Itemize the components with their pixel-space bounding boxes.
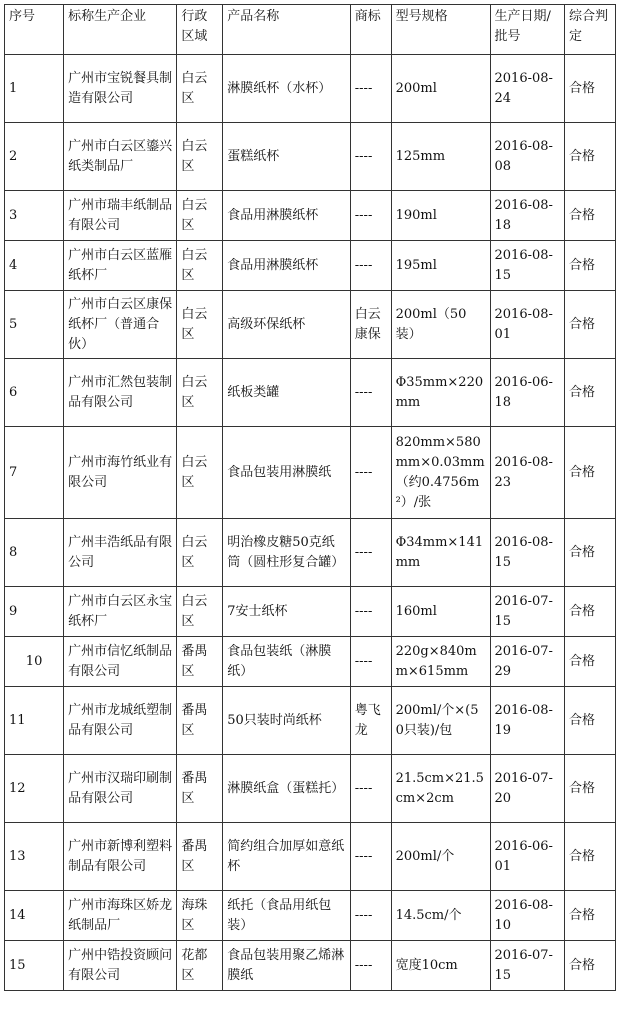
table-row (5, 823, 616, 891)
region-cell: 白云区 (177, 519, 223, 587)
table-row (5, 123, 616, 191)
header-cell: 序号 (5, 5, 64, 55)
table-row (5, 359, 616, 427)
specification-cell: 160ml (391, 587, 490, 637)
production-date-cell: 2016-08-15 (490, 241, 564, 291)
region-cell: 白云区 (177, 359, 223, 427)
region-cell: 番禺区 (177, 687, 223, 755)
verdict-cell: 合格 (564, 687, 615, 755)
trademark-cell: ---- (350, 519, 391, 587)
manufacturer-cell: 广州市信忆纸制品有限公司 (64, 637, 177, 687)
product-name-cell: 食品包装纸（淋膜纸） (223, 637, 351, 687)
specification-cell: 200ml/个 (391, 823, 490, 891)
verdict-cell: 合格 (564, 359, 615, 427)
product-name-cell: 明治橡皮糖50克纸筒（圆柱形复合罐） (223, 519, 351, 587)
serial-number-cell: 1 (5, 55, 64, 123)
product-name-cell: 高级环保纸杯 (223, 291, 351, 359)
product-name-cell: 纸托（食品用纸包装） (223, 891, 351, 941)
product-name-cell: 食品用淋膜纸杯 (223, 191, 351, 241)
trademark-cell: 粤飞龙 (350, 687, 391, 755)
trademark-cell: ---- (350, 241, 391, 291)
production-date-cell: 2016-08-18 (490, 191, 564, 241)
table-row (5, 241, 616, 291)
table-row (5, 519, 616, 587)
verdict-cell: 合格 (564, 123, 615, 191)
region-cell: 白云区 (177, 191, 223, 241)
product-name-cell: 7安士纸杯 (223, 587, 351, 637)
region-cell: 番禺区 (177, 637, 223, 687)
manufacturer-cell: 广州市白云区康保纸杯厂（普通合伙） (64, 291, 177, 359)
product-name-cell: 食品包装用淋膜纸 (223, 427, 351, 519)
manufacturer-cell: 广州中锆投资顾问有限公司 (64, 941, 177, 991)
production-date-cell: 2016-08-19 (490, 687, 564, 755)
trademark-cell: ---- (350, 587, 391, 637)
trademark-cell: ---- (350, 55, 391, 123)
table-row (5, 687, 616, 755)
serial-number-cell: 10 (5, 637, 64, 687)
production-date-cell: 2016-08-08 (490, 123, 564, 191)
serial-number-cell: 7 (5, 427, 64, 519)
manufacturer-cell: 广州市海珠区娇龙纸制品厂 (64, 891, 177, 941)
product-name-cell: 淋膜纸杯（水杯） (223, 55, 351, 123)
production-date-cell: 2016-06-01 (490, 823, 564, 891)
manufacturer-cell: 广州市新博利塑料制品有限公司 (64, 823, 177, 891)
serial-number-cell: 8 (5, 519, 64, 587)
product-name-cell: 50只装时尚纸杯 (223, 687, 351, 755)
production-date-cell: 2016-08-10 (490, 891, 564, 941)
serial-number-cell: 12 (5, 755, 64, 823)
production-date-cell: 2016-07-20 (490, 755, 564, 823)
verdict-cell: 合格 (564, 427, 615, 519)
trademark-cell: ---- (350, 941, 391, 991)
specification-cell: 200ml（50装） (391, 291, 490, 359)
region-cell: 番禺区 (177, 823, 223, 891)
table-row (5, 55, 616, 123)
header-cell: 综合判定 (564, 5, 615, 55)
trademark-cell: ---- (350, 359, 391, 427)
trademark-cell: ---- (350, 891, 391, 941)
production-date-cell: 2016-07-15 (490, 587, 564, 637)
trademark-cell: ---- (350, 191, 391, 241)
production-date-cell: 2016-07-29 (490, 637, 564, 687)
table-row (5, 755, 616, 823)
table-row (5, 191, 616, 241)
table-row (5, 891, 616, 941)
region-cell: 白云区 (177, 123, 223, 191)
verdict-cell: 合格 (564, 55, 615, 123)
trademark-cell: 白云康保 (350, 291, 391, 359)
specification-cell: 820mm×580mm×0.03mm（约0.4756m²）/张 (391, 427, 490, 519)
verdict-cell: 合格 (564, 941, 615, 991)
production-date-cell: 2016-06-18 (490, 359, 564, 427)
verdict-cell: 合格 (564, 519, 615, 587)
verdict-cell: 合格 (564, 637, 615, 687)
serial-number-cell: 15 (5, 941, 64, 991)
serial-number-cell: 4 (5, 241, 64, 291)
specification-cell: 125mm (391, 123, 490, 191)
manufacturer-cell: 广州市白云区蓝雁纸杯厂 (64, 241, 177, 291)
header-cell: 标称生产企业 (64, 5, 177, 55)
specification-cell: 200ml (391, 55, 490, 123)
production-date-cell: 2016-08-24 (490, 55, 564, 123)
serial-number-cell: 14 (5, 891, 64, 941)
trademark-cell: ---- (350, 823, 391, 891)
region-cell: 白云区 (177, 587, 223, 637)
verdict-cell: 合格 (564, 823, 615, 891)
trademark-cell: ---- (350, 755, 391, 823)
product-name-cell: 纸板类罐 (223, 359, 351, 427)
table-row (5, 941, 616, 991)
serial-number-cell: 13 (5, 823, 64, 891)
specification-cell: 200ml/个×(50只装)/包 (391, 687, 490, 755)
manufacturer-cell: 广州市海竹纸业有限公司 (64, 427, 177, 519)
trademark-cell: ---- (350, 637, 391, 687)
production-date-cell: 2016-08-23 (490, 427, 564, 519)
serial-number-cell: 3 (5, 191, 64, 241)
product-name-cell: 食品包装用聚乙烯淋膜纸 (223, 941, 351, 991)
region-cell: 番禺区 (177, 755, 223, 823)
specification-cell: 21.5cm×21.5cm×2cm (391, 755, 490, 823)
manufacturer-cell: 广州市瑞丰纸制品有限公司 (64, 191, 177, 241)
serial-number-cell: 9 (5, 587, 64, 637)
specification-cell: Φ34mm×141mm (391, 519, 490, 587)
production-date-cell: 2016-08-01 (490, 291, 564, 359)
manufacturer-cell: 广州市宝锐餐具制造有限公司 (64, 55, 177, 123)
header-cell: 行政区域 (177, 5, 223, 55)
specification-cell: Φ35mm×220mm (391, 359, 490, 427)
region-cell: 海珠区 (177, 891, 223, 941)
trademark-cell: ---- (350, 123, 391, 191)
verdict-cell: 合格 (564, 587, 615, 637)
verdict-cell: 合格 (564, 755, 615, 823)
specification-cell: 宽度10cm (391, 941, 490, 991)
serial-number-cell: 6 (5, 359, 64, 427)
verdict-cell: 合格 (564, 241, 615, 291)
table-row (5, 291, 616, 359)
header-cell: 型号规格 (391, 5, 490, 55)
product-name-cell: 蛋糕纸杯 (223, 123, 351, 191)
specification-cell: 190ml (391, 191, 490, 241)
table-row (5, 427, 616, 519)
region-cell: 白云区 (177, 291, 223, 359)
region-cell: 花都区 (177, 941, 223, 991)
manufacturer-cell: 广州市龙城纸塑制品有限公司 (64, 687, 177, 755)
region-cell: 白云区 (177, 427, 223, 519)
serial-number-cell: 11 (5, 687, 64, 755)
manufacturer-cell: 广州丰浩纸品有限公司 (64, 519, 177, 587)
header-cell: 产品名称 (223, 5, 351, 55)
table-header-row (5, 5, 616, 55)
product-name-cell: 简约组合加厚如意纸杯 (223, 823, 351, 891)
serial-number-cell: 5 (5, 291, 64, 359)
header-cell: 商标 (350, 5, 391, 55)
manufacturer-cell: 广州市白云区鎏兴纸类制品厂 (64, 123, 177, 191)
region-cell: 白云区 (177, 241, 223, 291)
verdict-cell: 合格 (564, 891, 615, 941)
verdict-cell: 合格 (564, 191, 615, 241)
trademark-cell: ---- (350, 427, 391, 519)
manufacturer-cell: 广州市白云区永宝纸杯厂 (64, 587, 177, 637)
specification-cell: 220g×840mm×615mm (391, 637, 490, 687)
production-date-cell: 2016-08-15 (490, 519, 564, 587)
verdict-cell: 合格 (564, 291, 615, 359)
manufacturer-cell: 广州市汉瑞印刷制品有限公司 (64, 755, 177, 823)
header-cell: 生产日期/批号 (490, 5, 564, 55)
production-date-cell: 2016-07-15 (490, 941, 564, 991)
product-name-cell: 食品用淋膜纸杯 (223, 241, 351, 291)
serial-number-cell: 2 (5, 123, 64, 191)
specification-cell: 195ml (391, 241, 490, 291)
manufacturer-cell: 广州市汇然包装制品有限公司 (64, 359, 177, 427)
product-name-cell: 淋膜纸盒（蛋糕托） (223, 755, 351, 823)
specification-cell: 14.5cm/个 (391, 891, 490, 941)
table-row (5, 587, 616, 637)
region-cell: 白云区 (177, 55, 223, 123)
product-inspection-table (4, 4, 616, 991)
table-row (5, 637, 616, 687)
